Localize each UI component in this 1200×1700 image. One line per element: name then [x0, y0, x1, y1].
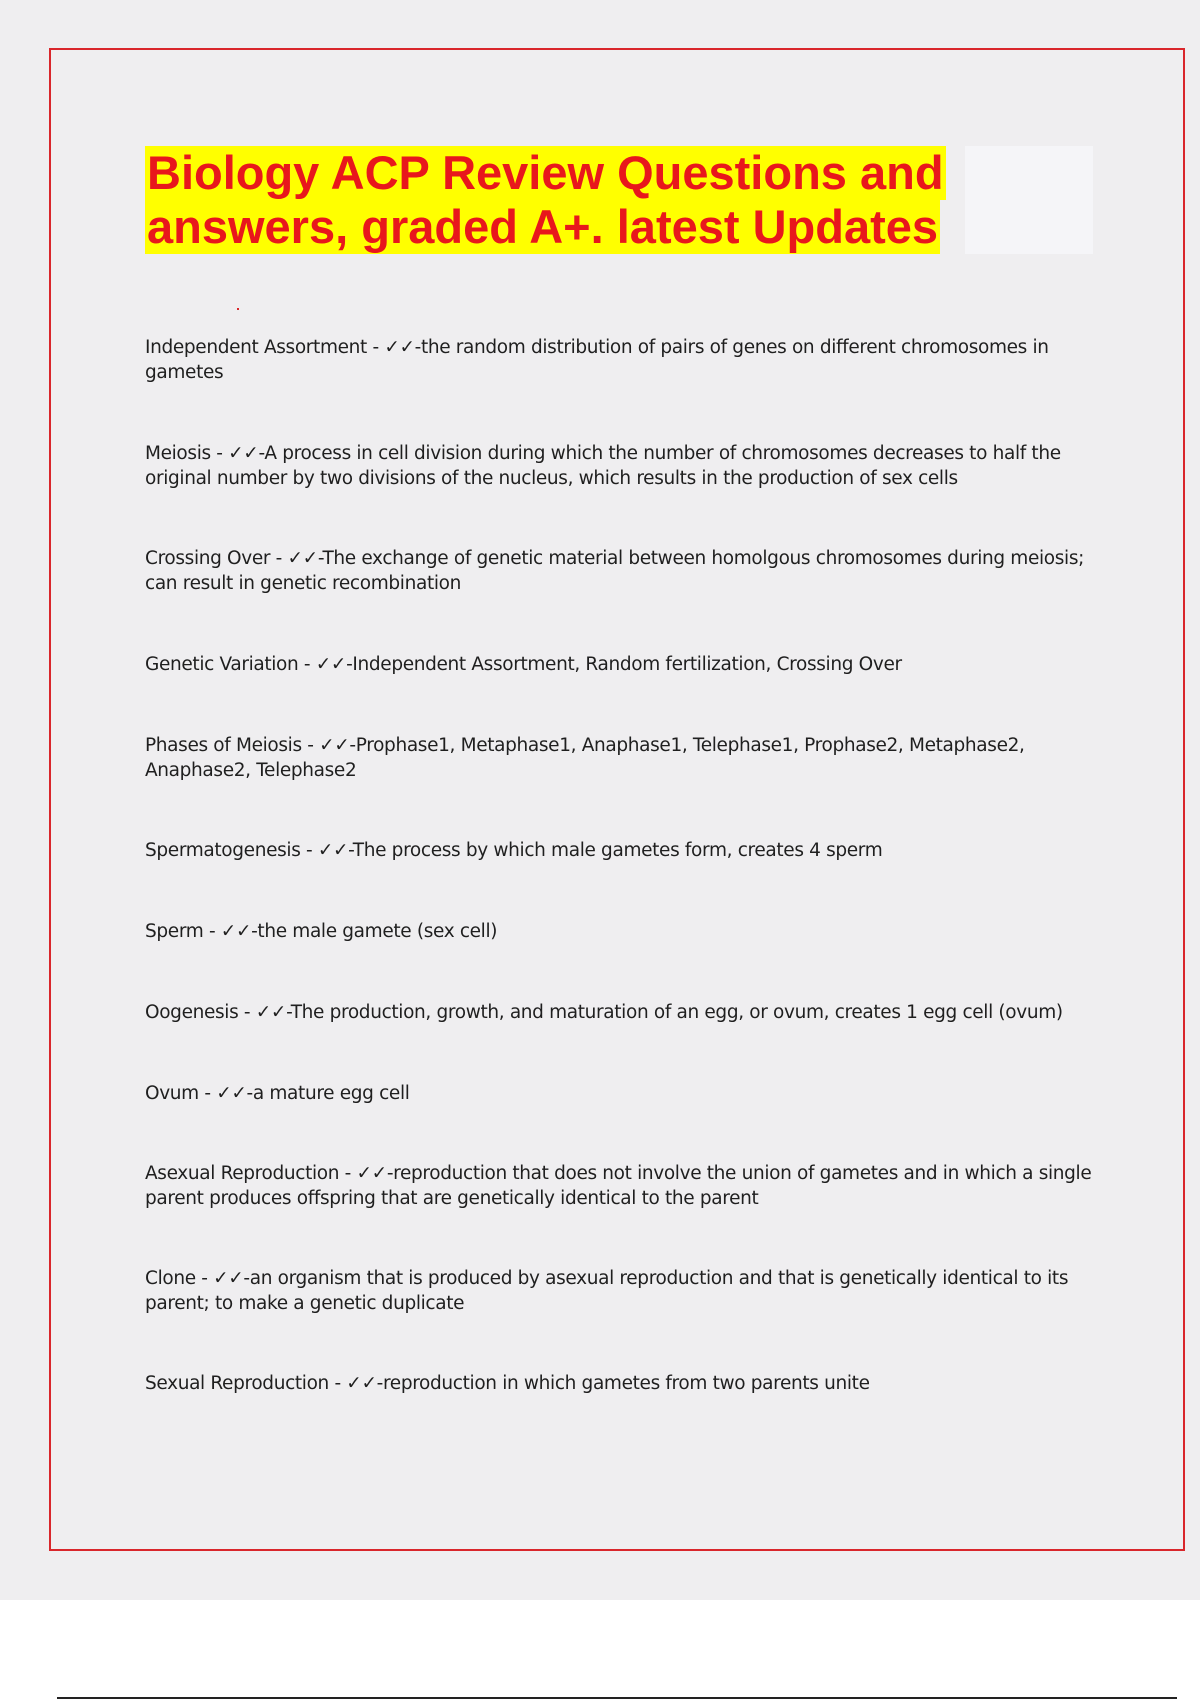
qa-entry: Crossing Over - ✓✓-The exchange of genetic material between homolgous chromosomes during meiosis; can result in genetic recombination	[145, 548, 1084, 594]
qa-entry: Phases of Meiosis - ✓✓-Prophase1, Metaphase1, Anaphase1, Telephase1, Prophase2, Metaphase2, Anaphase2, Telephase2	[145, 735, 1025, 781]
qa-entry: Asexual Reproduction - ✓✓-reproduction that does not involve the union of gametes and in which a single parent produces offspring that are genetically identical to the parent	[145, 1163, 1092, 1209]
qa-entry: Spermatogenesis - ✓✓-The process by which male gametes form, creates 4 sperm	[145, 840, 883, 861]
qa-entry: Oogenesis - ✓✓-The production, growth, and maturation of an egg, or ovum, creates 1 egg cell (ovum)	[145, 1002, 1063, 1023]
qa-entry: Ovum - ✓✓-a mature egg cell	[145, 1083, 410, 1104]
document-title	[145, 146, 1093, 254]
qa-entry: Sperm - ✓✓-the male gamete (sex cell)	[145, 921, 498, 942]
qa-entry: Sexual Reproduction - ✓✓-reproduction in which gametes from two parents unite	[145, 1373, 870, 1394]
qa-entry: Meiosis - ✓✓-A process in cell division during which the number of chromosomes decreases to half the original number by two divisions of the nucleus, which results in the production of sex cells	[145, 443, 1061, 489]
bottom-divider	[57, 1697, 1177, 1699]
qa-entry: Independent Assortment - ✓✓-the random distribution of pairs of genes on different chromosomes in gametes	[145, 337, 1049, 383]
title-line-1: Biology ACP Review Questions and	[147, 146, 944, 199]
title-line-2: answers, graded A+. latest Updates	[147, 200, 939, 253]
qa-entry: Genetic Variation - ✓✓-Independent Assortment, Random fertilization, Crossing Over	[145, 654, 902, 675]
stray-dot	[237, 308, 239, 310]
qa-entry: Clone - ✓✓-an organism that is produced by asexual reproduction and that is genetically identical to its parent; to make a genetic duplicate	[145, 1268, 1069, 1314]
page-border	[49, 48, 1185, 1551]
